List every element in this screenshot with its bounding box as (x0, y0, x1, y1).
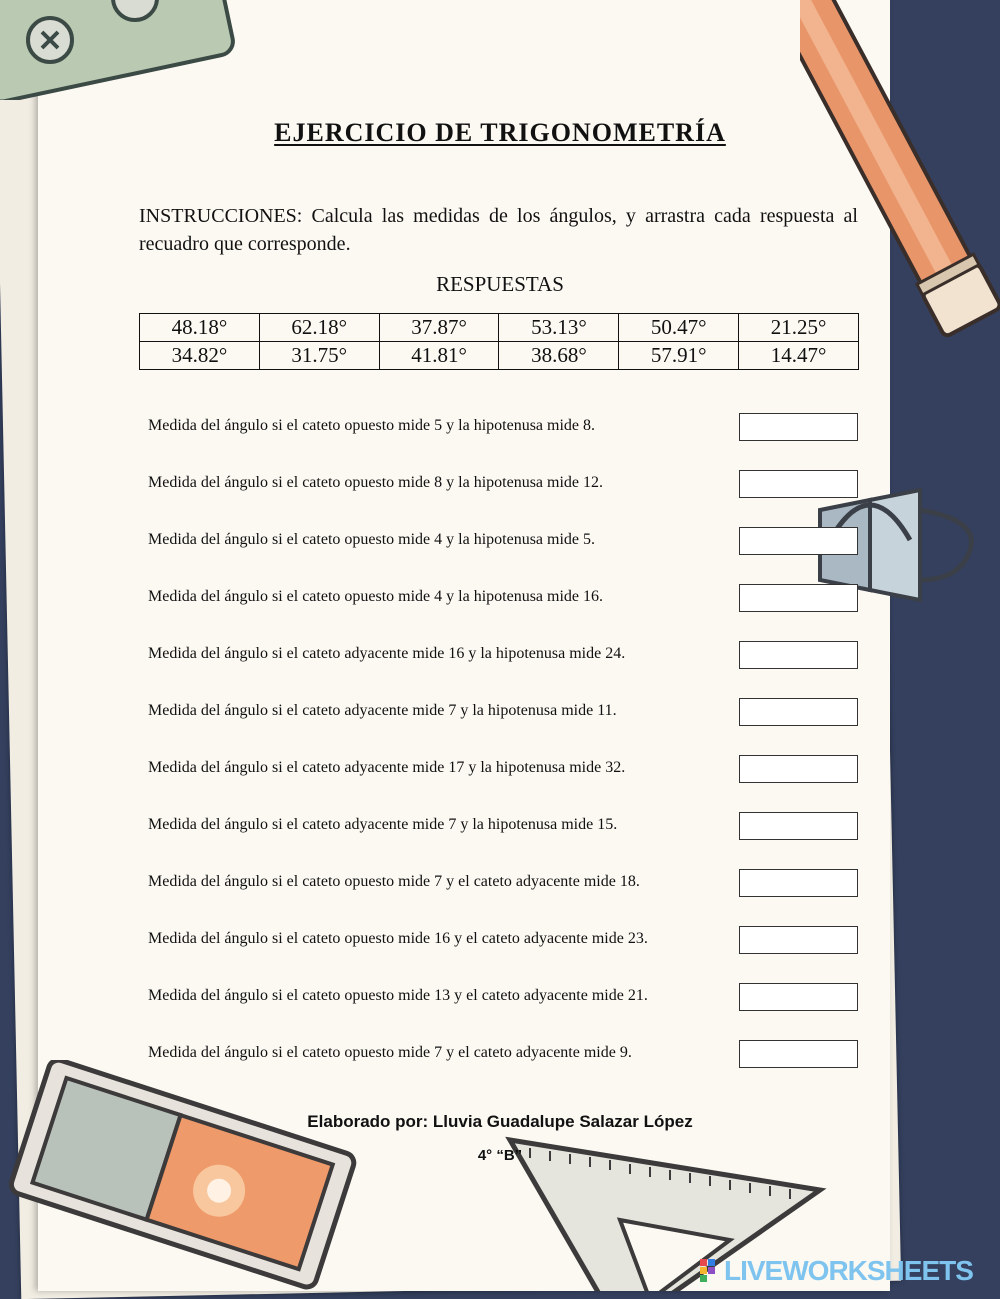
question-row (148, 413, 860, 443)
answer-chip[interactable]: 37.87° (379, 314, 499, 342)
calculator-decoration (0, 0, 240, 100)
worksheet-title: EJERCICIO DE TRIGONOMETRÍA (274, 118, 726, 147)
question-row (148, 641, 860, 671)
question-row (148, 983, 860, 1013)
instructions-text: INSTRUCCIONES: Calcula las medidas de los ángulos, y arrastra cada respuesta al recuadro que corresponde. (139, 205, 858, 255)
question-row (148, 926, 860, 956)
question-row (148, 698, 860, 728)
answer-chip[interactable]: 62.18° (259, 314, 379, 342)
liveworksheets-brand[interactable]: LIVEWORKSHEETS (724, 1255, 973, 1286)
answers-table (139, 313, 859, 370)
answer-drop-box[interactable] (739, 926, 858, 954)
question-text: Medida del ángulo si el cateto opuesto mide 4 y la hipotenusa mide 16. (148, 588, 604, 605)
question-text: Medida del ángulo si el cateto adyacente mide 7 y la hipotenusa mide 11. (148, 702, 617, 719)
answer-chip[interactable]: 57.91° (619, 342, 739, 370)
answer-drop-box[interactable] (739, 869, 858, 897)
answer-chip[interactable]: 50.47° (619, 314, 739, 342)
pencil-decoration (800, 0, 1000, 360)
answers-heading: RESPUESTAS (436, 272, 564, 296)
question-row (148, 812, 860, 842)
eraser-decoration (0, 1060, 360, 1291)
answer-chip[interactable]: 53.13° (499, 314, 619, 342)
question-text: Medida del ángulo si el cateto opuesto mide 7 y el cateto adyacente mide 9. (148, 1044, 632, 1061)
answer-drop-box[interactable] (739, 470, 858, 498)
answer-chip[interactable]: 31.75° (259, 342, 379, 370)
answer-drop-box[interactable] (739, 1040, 858, 1068)
question-row (148, 755, 860, 785)
answers-row (140, 342, 859, 370)
question-text: Medida del ángulo si el cateto adyacente mide 16 y la hipotenusa mide 24. (148, 645, 626, 662)
question-row (148, 470, 860, 500)
question-text: Medida del ángulo si el cateto opuesto mide 8 y la hipotenusa mide 12. (148, 474, 604, 491)
question-text: Medida del ángulo si el cateto opuesto mide 5 y la hipotenusa mide 8. (148, 417, 596, 434)
answer-chip[interactable]: 21.25° (739, 314, 859, 342)
answer-drop-box[interactable] (739, 698, 858, 726)
question-text: Medida del ángulo si el cateto opuesto mide 4 y la hipotenusa mide 5. (148, 531, 596, 548)
answer-drop-box[interactable] (739, 584, 858, 612)
question-text: Medida del ángulo si el cateto opuesto mide 16 y el cateto adyacente mide 23. (148, 930, 648, 947)
answer-drop-box[interactable] (739, 641, 858, 669)
answer-chip[interactable]: 48.18° (140, 314, 260, 342)
answers-row (140, 314, 859, 342)
answer-chip[interactable]: 14.47° (739, 342, 859, 370)
question-row (148, 869, 860, 899)
question-row (148, 527, 860, 557)
question-text: Medida del ángulo si el cateto opuesto mide 7 y el cateto adyacente mide 18. (148, 873, 640, 890)
question-row (148, 584, 860, 614)
question-text: Medida del ángulo si el cateto adyacente mide 17 y la hipotenusa mide 32. (148, 759, 626, 776)
group-label: 4° “B” (477, 1147, 523, 1164)
answer-chip[interactable]: 34.82° (140, 342, 260, 370)
question-text: Medida del ángulo si el cateto opuesto mide 13 y el cateto adyacente mide 21. (148, 987, 648, 1004)
answer-drop-box[interactable] (739, 527, 858, 555)
answer-drop-box[interactable] (739, 983, 858, 1011)
answer-chip[interactable]: 38.68° (499, 342, 619, 370)
answer-drop-box[interactable] (739, 812, 858, 840)
answer-chip[interactable]: 41.81° (379, 342, 499, 370)
question-text: Medida del ángulo si el cateto adyacente mide 7 y la hipotenusa mide 15. (148, 816, 618, 833)
answer-drop-box[interactable] (739, 413, 858, 441)
answer-drop-box[interactable] (739, 755, 858, 783)
liveworksheets-logo-icon (700, 1259, 722, 1283)
author-credit: Elaborado por: Lluvia Guadalupe Salazar López (307, 1112, 693, 1131)
question-row (148, 1040, 860, 1070)
